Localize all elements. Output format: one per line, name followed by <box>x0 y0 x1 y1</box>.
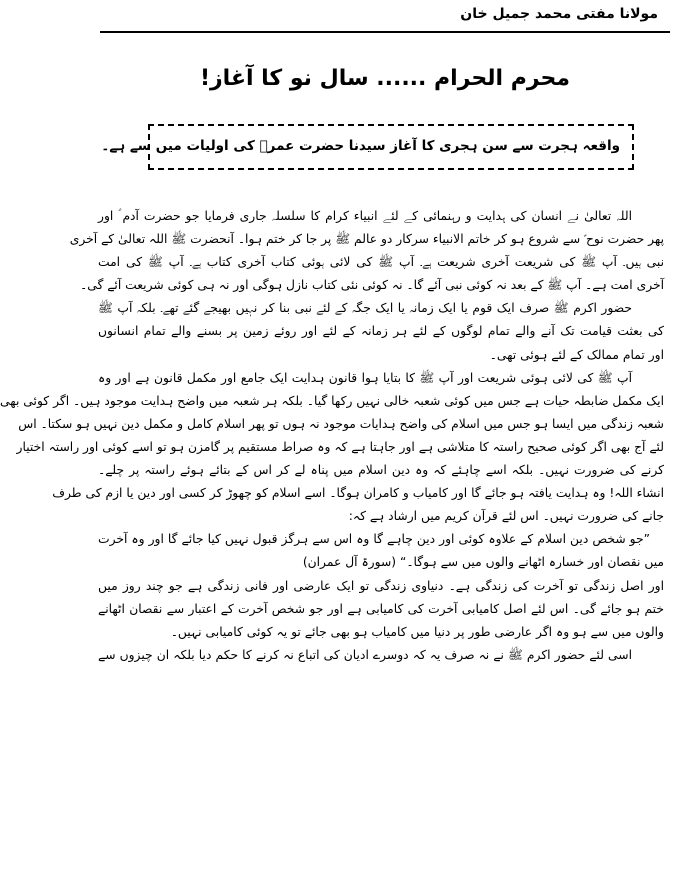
body-line: ایک مکمل ضابطہ حیات ہے جس میں کوئی شعبہ خالی نہیں رکھا گیا۔ بلکہ ہر شعبہ میں واضح ہدایت موجود ہیں۔ اگر کوئی بھی <box>0 393 664 408</box>
body-line: والوں میں سے ہو وہ اگر عارضی طور پر دنیا میں کامیاب ہو بھی جائے تو یہ کوئی کامیابی نہیں۔ <box>170 624 664 639</box>
body-line: آپ ﷺ کی لائی ہوئی شریعت اور آپ ﷺ کا بتایا ہوا قانون ہدایت ایک جامع اور مکمل قانون ہے اور وہ <box>98 370 632 385</box>
body-line: لئے آج بھی اگر کوئی صحیح راستہ کا متلاشی ہے اور جاہتا ہے کہ وہ صراط مستقیم پر گامزن ہو تو اسے کوئی اور راستہ اختیار <box>16 439 664 454</box>
body-line: پھر حضرت نوح ؑ سے شروع ہو کر خاتم الانبیاء سرکار دو عالم ﷺ پر جا کر ختم ہوا۔ آنحضرت ﷺ اللہ تعالیٰ کے آخری <box>69 232 664 247</box>
body-line: کی بعثت قیامت تک آنے والے تمام لوگوں کے لئے ہر زمانہ کے لئے اور روئے زمین پر بسنے والے تمام انسانوں <box>98 324 664 339</box>
body-line: کرنے کی ضرورت نہیں۔ بلکہ اسے چاہئے کہ وہ دین اسلام میں پناہ لے کر اس کے بتائے ہوئے راستہ پر چلے۔ <box>98 463 664 478</box>
body-line: اور تمام ممالک کے لئے ہوئی تھی۔ <box>489 347 664 362</box>
body-line: انشاء اللہ! وہ ہدایت یافتہ ہو جائے گا اور کامیاب و کامران ہوگا۔ اسے اسلام کو چھوڑ کر کسی اور دین یا ازم کی طرف <box>52 486 664 501</box>
article-body <box>0 205 664 667</box>
quote-line: میں نقصان اور خسارہ اٹھانے والوں میں سے ہوگا۔“ (سورۃ آل عمران) <box>302 555 664 570</box>
body-line: ختم ہو جائے گی۔ اس لئے اصل کامیابی آخرت کی کامیابی ہے اور جو شخص آخرت کے اعتبار سے نقصان اٹھانے <box>98 601 664 616</box>
body-line: جانے کی ضرورت نہیں۔ اس لئے قرآن کریم میں ارشاد ہے کہ: <box>348 509 664 524</box>
header-rule <box>100 31 670 33</box>
body-line: شعبہ زندگی میں ایسا ہو جس میں اسلام کی واضح ہدایات موجود نہ ہوں تو پھر اسلام کامل و مکمل دین نہیں ہو سکتا۔ اس <box>18 416 664 431</box>
highlight-text: واقعہ ہجرت سے سن ہجری کا آغاز سیدنا حضرت عمرؓ کی اولیات میں سے ہے۔ <box>101 138 620 154</box>
body-line: اللہ تعالیٰ نے انسان کی ہدایت و رہنمائی کے لئے انبیاء کرام کا سلسلہ جاری فرمایا جو حضرت آدم ؑ اور <box>98 209 632 223</box>
article-title: محرم الحرام ...... سال نو کا آغاز! <box>199 66 570 91</box>
highlight-box <box>101 124 634 170</box>
author-name: مولانا مفتی محمد جمیل خان <box>460 6 658 22</box>
body-line: اسی لئے حضور اکرم ﷺ نے نہ صرف یہ کہ دوسرے ادیان کی اتباع نہ کرنے کا حکم دیا بلکہ ان چیزوں سے <box>98 647 632 662</box>
body-line: آخری امت ہے۔ آپ ﷺ کے بعد نہ کوئی نبی آئے گا۔ نہ کوئی نئی کتاب نازل ہوگی اور نہ ہی کوئی شریعت آئے گی۔ <box>80 278 664 293</box>
quote-line: ”جو شخص دین اسلام کے علاوہ کوئی اور دین چاہے گا وہ اس سے ہرگز قبول نہیں کیا جائے گا اور وہ آخرت <box>98 532 650 547</box>
body-line: نبی ہیں۔ آپ ﷺ کی شریعت آخری شریعت ہے۔ آپ ﷺ کی لائی ہوئی کتاب آخری کتاب ہے۔ آپ ﷺ کی امت <box>98 255 664 270</box>
body-line: اور اصل زندگی تو آخرت کی زندگی ہے۔ دنیاوی زندگی تو ایک عارضی اور فانی زندگی ہے جو چند روز میں <box>98 578 664 593</box>
body-line: حضور اکرم ﷺ صرف ایک قوم یا ایک زمانہ یا ایک جگہ کے لئے نبی بنا کر نہیں بھیجے گئے تھے۔ بلکہ آپ ﷺ <box>98 301 632 316</box>
